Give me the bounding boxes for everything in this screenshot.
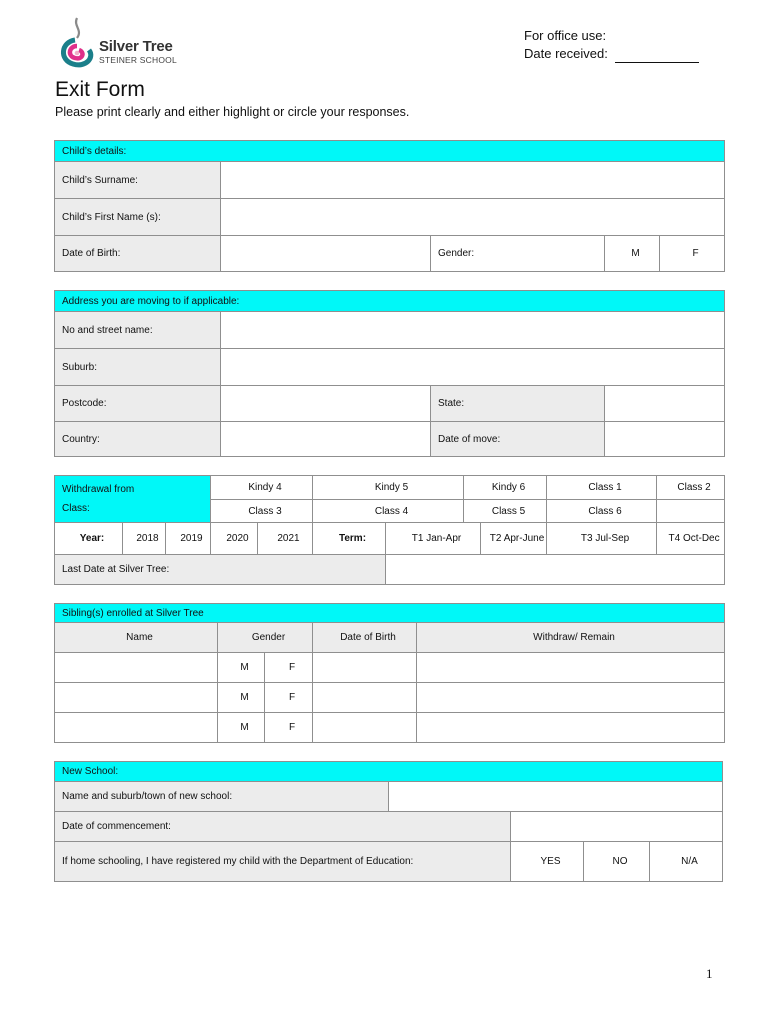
country-label: Country: (55, 422, 221, 457)
home-schooling-label: If home schooling, I have registered my child with the Department of Education: (55, 842, 511, 882)
page-number: 1 (706, 966, 713, 981)
sibling-gender-f[interactable]: F (265, 683, 313, 713)
home-schooling-na[interactable]: N/A (650, 842, 723, 882)
new-school-heading: New School: (55, 762, 723, 782)
sibling-dob-field[interactable] (313, 713, 417, 743)
gender-f-option[interactable]: F (660, 236, 725, 272)
sibling-name-field[interactable] (55, 713, 218, 743)
sibling-name-field[interactable] (55, 653, 218, 683)
logo-name: Silver Tree (99, 38, 173, 55)
class-option[interactable]: Kindy 4 (211, 476, 313, 500)
date-received-line[interactable] (615, 49, 699, 63)
sibling-col-gender: Gender (218, 623, 313, 653)
dob-label: Date of Birth: (55, 236, 221, 272)
first-name-label: Child’s First Name (s): (55, 199, 221, 236)
class-option[interactable]: Class 1 (547, 476, 657, 500)
home-schooling-yes[interactable]: YES (511, 842, 584, 882)
date-received-label: Date received: (524, 46, 608, 61)
date-received-row (524, 45, 699, 63)
class-option[interactable]: Kindy 6 (464, 476, 547, 500)
state-label: State: (431, 386, 605, 422)
last-date-field[interactable] (386, 555, 725, 585)
sibling-col-dob: Date of Birth (313, 623, 417, 653)
class-option[interactable]: Class 3 (211, 500, 313, 523)
street-field[interactable] (221, 312, 725, 349)
surname-field[interactable] (221, 162, 725, 199)
state-field[interactable] (605, 386, 725, 422)
sibling-gender-f[interactable]: F (265, 713, 313, 743)
postcode-label: Postcode: (55, 386, 221, 422)
siblings-table (54, 603, 725, 743)
gender-m-option[interactable]: M (605, 236, 660, 272)
sibling-withdraw-field[interactable] (417, 713, 725, 743)
office-use-block (524, 27, 699, 63)
postcode-field[interactable] (221, 386, 431, 422)
dob-field[interactable] (221, 236, 431, 272)
sibling-gender-f[interactable]: F (265, 653, 313, 683)
child-details-heading: Child’s details: (55, 141, 725, 162)
street-label: No and street name: (55, 312, 221, 349)
new-school-table (54, 761, 723, 882)
sibling-name-field[interactable] (55, 683, 218, 713)
sibling-withdraw-field[interactable] (417, 653, 725, 683)
sibling-withdraw-field[interactable] (417, 683, 725, 713)
withdrawal-table (54, 475, 725, 585)
first-name-field[interactable] (221, 199, 725, 236)
year-label: Year: (55, 523, 123, 555)
commencement-field[interactable] (511, 812, 723, 842)
page-title: Exit Form (55, 78, 145, 101)
class-option[interactable]: Kindy 5 (313, 476, 464, 500)
suburb-field[interactable] (221, 349, 725, 386)
table-row (55, 653, 725, 683)
siblings-heading: Sibling(s) enrolled at Silver Tree (55, 604, 725, 623)
suburb-label: Suburb: (55, 349, 221, 386)
term-option[interactable]: T3 Jul-Sep (547, 523, 657, 555)
date-of-move-label: Date of move: (431, 422, 605, 457)
commencement-label: Date of commencement: (55, 812, 511, 842)
instructions: Please print clearly and either highlight or circle your responses. (55, 105, 410, 119)
silver-tree-swirl-icon (55, 16, 99, 72)
new-school-name-field[interactable] (389, 782, 723, 812)
class-option[interactable]: Class 2 (657, 476, 725, 500)
sibling-gender-m[interactable]: M (218, 683, 265, 713)
class-option[interactable]: Class 4 (313, 500, 464, 523)
logo-subtitle: STEINER SCHOOL (99, 55, 177, 65)
term-label: Term: (313, 523, 386, 555)
term-option[interactable]: T2 Apr-June (481, 523, 547, 555)
sibling-dob-field[interactable] (313, 653, 417, 683)
term-option[interactable]: T4 Oct-Dec (657, 523, 725, 555)
child-details-table (54, 140, 725, 272)
table-row (55, 713, 725, 743)
surname-label: Child’s Surname: (55, 162, 221, 199)
school-logo (55, 16, 185, 72)
last-date-label: Last Date at Silver Tree: (55, 555, 386, 585)
year-option[interactable]: 2020 (211, 523, 258, 555)
office-use-label: For office use: (524, 28, 607, 43)
address-heading: Address you are moving to if applicable: (55, 291, 725, 312)
date-of-move-field[interactable] (605, 422, 725, 457)
sibling-col-withdraw: Withdraw/ Remain (417, 623, 725, 653)
sibling-dob-field[interactable] (313, 683, 417, 713)
withdrawal-heading-line1: Withdrawal from (62, 484, 135, 495)
country-field[interactable] (221, 422, 431, 457)
year-option[interactable]: 2019 (166, 523, 211, 555)
table-row (55, 683, 725, 713)
home-schooling-no[interactable]: NO (584, 842, 650, 882)
new-school-name-label: Name and suburb/town of new school: (55, 782, 389, 812)
class-option[interactable]: Class 6 (547, 500, 657, 523)
sibling-gender-m[interactable]: M (218, 713, 265, 743)
withdrawal-heading (55, 476, 211, 523)
year-option[interactable]: 2018 (123, 523, 166, 555)
sibling-gender-m[interactable]: M (218, 653, 265, 683)
class-option-empty (657, 500, 725, 523)
year-option[interactable]: 2021 (258, 523, 313, 555)
sibling-col-name: Name (55, 623, 218, 653)
gender-label: Gender: (431, 236, 605, 272)
withdrawal-heading-line2: Class: (62, 503, 90, 514)
class-option[interactable]: Class 5 (464, 500, 547, 523)
term-option[interactable]: T1 Jan-Apr (386, 523, 481, 555)
address-table (54, 290, 725, 457)
